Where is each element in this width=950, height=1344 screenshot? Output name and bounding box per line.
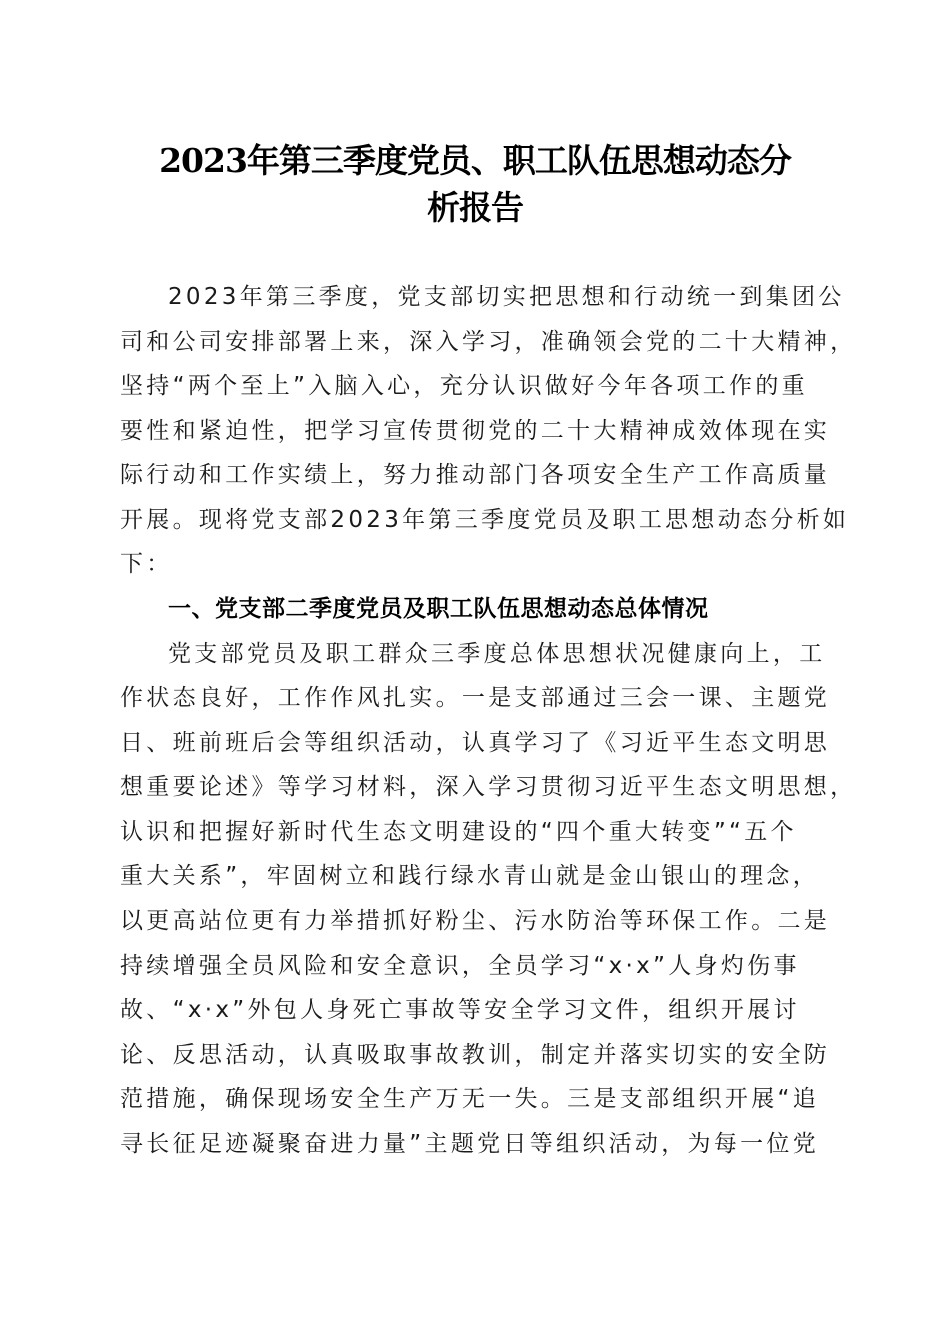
intro-paragraph-line: 开展。现将党支部2023年第三季度党员及职工思想动态分析如 (120, 507, 850, 533)
intro-paragraph-line: 2023年第三季度，党支部切实把思想和行动统一到集团公 (168, 284, 845, 310)
intro-paragraph-line: 司和公司安排部署上来，深入学习，准确领会党的二十大精神， (120, 329, 857, 355)
section-1-paragraph-line: 以更高站位更有力举措抓好粉尘、污水防治等环保工作。二是 (120, 908, 831, 934)
section-1-paragraph-line: 故、“x·x”外包人身死亡事故等安全学习文件，组织开展讨 (120, 997, 800, 1023)
intro-paragraph-line: 要性和紧迫性，把学习宣传贯彻党的二十大精神成效体现在实 (120, 418, 831, 444)
section-1-paragraph-line: 持续增强全员风险和安全意识，全员学习“x·x”人身灼伤事 (120, 953, 800, 979)
section-1-paragraph-line: 党支部党员及职工群众三季度总体思想状况健康向上，工 (168, 641, 826, 667)
section-1-paragraph-line: 日、班前班后会等组织活动，认真学习了《习近平生态文明思 (120, 730, 831, 756)
document-title-line-2: 析报告 (427, 188, 523, 227)
intro-paragraph-line: 坚持“两个至上”入脑入心，充分认识做好今年各项工作的重 (120, 373, 808, 399)
document-title-line-1: 2023年第三季度党员、职工队伍思想动态分 (159, 141, 791, 180)
section-1-paragraph-line: 寻长征足迹凝聚奋进力量”主题党日等组织活动，为每一位党 (120, 1131, 820, 1157)
section-1-paragraph-line: 认识和把握好新时代生态文明建设的“四个重大转变”“五个 (120, 819, 797, 845)
section-1-paragraph-line: 重大关系”，牢固树立和践行绿水青山就是金山银山的理念， (120, 863, 820, 889)
section-1-heading: 一、党支部二季度党员及职工队伍思想动态总体情况 (168, 596, 709, 622)
section-1-paragraph-line: 想重要论述》等学习材料，深入学习贯彻习近平生态文明思想， (120, 774, 857, 800)
intro-paragraph-line: 下： (120, 551, 173, 577)
section-1-paragraph-line: 作状态良好，工作作风扎实。一是支部通过三会一课、主题党 (120, 685, 831, 711)
section-1-paragraph-line: 论、反思活动，认真吸取事故教训，制定并落实切实的安全防 (120, 1042, 831, 1068)
intro-paragraph-line: 际行动和工作实绩上，努力推动部门各项安全生产工作高质量 (120, 462, 831, 488)
section-1-paragraph-line: 范措施，确保现场安全生产万无一失。三是支部组织开展“追 (120, 1086, 820, 1112)
